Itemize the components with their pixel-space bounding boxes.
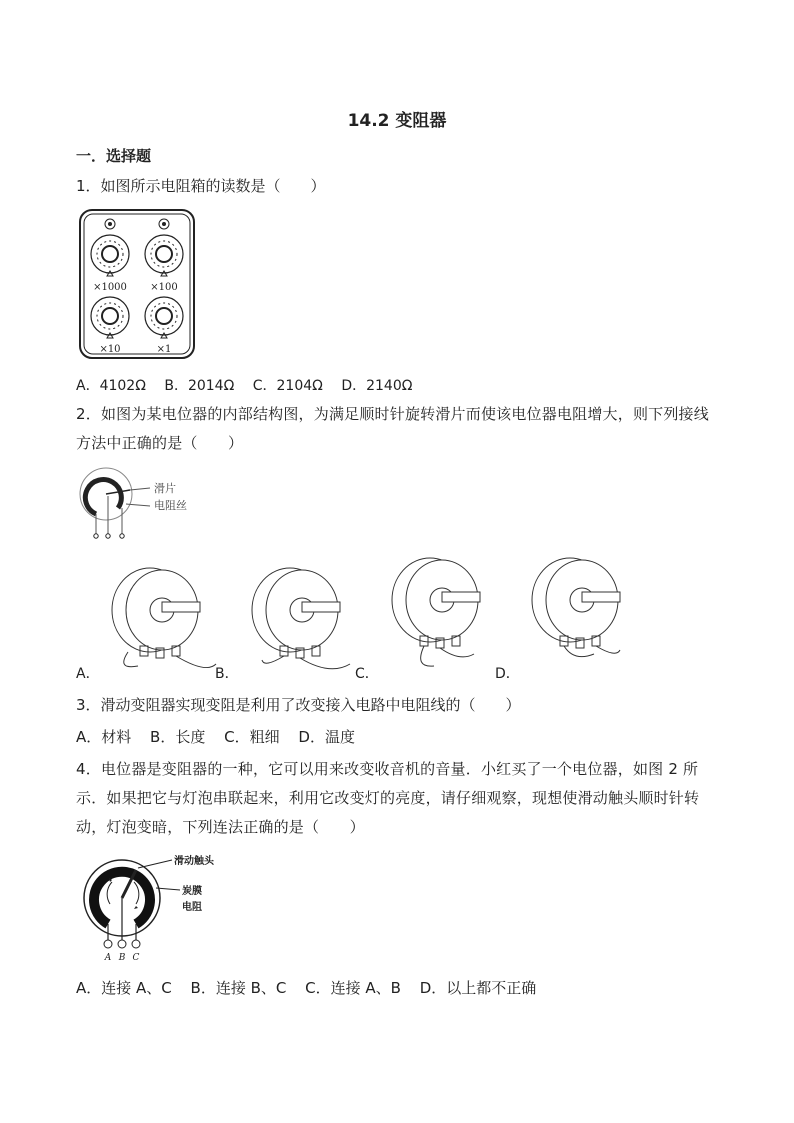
q4-option-d[interactable]: D．以上都不正确 <box>419 979 537 997</box>
dial-thousands <box>91 235 129 276</box>
q2-option-c[interactable]: C． <box>355 666 379 682</box>
option-b[interactable]: B．2014Ω <box>164 378 235 394</box>
terminal-c-label: C <box>132 953 140 963</box>
option-c[interactable]: C．2104Ω <box>252 378 323 394</box>
question-1-stem: 1．如图所示电阻箱的读数是（ ） <box>76 177 326 195</box>
q2-option-d[interactable]: D． <box>495 666 520 682</box>
potentiometer-structure-figure <box>78 466 198 542</box>
q4-option-b[interactable]: B．连接 B、C <box>190 979 287 997</box>
q3-option-a[interactable]: A．材料 <box>76 728 132 746</box>
page-title: 14.2 变阻器 <box>347 111 447 131</box>
slider-label: 滑片 <box>154 482 176 495</box>
question-3-options <box>76 726 369 747</box>
question-3-stem: 3．滑动变阻器实现变阻是利用了改变接入电路中电阻线的（ ） <box>76 696 521 714</box>
option-d[interactable]: D．2140Ω <box>341 378 413 394</box>
q3-option-b[interactable]: B．长度 <box>150 728 206 746</box>
dial-label-ones: ×1 <box>156 344 172 355</box>
terminal-b-label: B <box>118 953 126 963</box>
section-heading: 一．选择题 <box>76 147 152 165</box>
dial-label-hundreds: ×100 <box>150 282 178 293</box>
question-2-stem: 2．如图为某电位器的内部结构图，为满足顺时针旋转滑片而使该电位器电阻增大，则下列接线方法中正确的是（ ） <box>76 405 709 452</box>
film-label: 炭膜 <box>182 886 202 897</box>
pot-option-a <box>112 568 216 668</box>
q4-option-a[interactable]: A．连接 A、C <box>76 979 172 997</box>
dial-tens <box>91 297 129 338</box>
dial-ones <box>145 297 183 338</box>
resistor-label: 电阻 <box>182 902 202 913</box>
dial-label-tens: ×10 <box>99 344 121 355</box>
q4-option-c[interactable]: C．连接 A、B <box>305 979 401 997</box>
q3-option-d[interactable]: D．温度 <box>298 728 355 746</box>
q2-option-a[interactable]: A． <box>76 666 100 682</box>
dial-hundreds <box>145 235 183 276</box>
question-1-options <box>76 375 426 395</box>
q2-option-b[interactable]: B． <box>215 666 239 682</box>
pot-option-c <box>392 558 480 666</box>
option-a[interactable]: A．4102Ω <box>76 378 146 394</box>
question-4-options <box>76 977 550 998</box>
potentiometer-options-figure <box>100 552 640 670</box>
wire-label: 电阻丝 <box>154 499 187 512</box>
pot-option-d <box>532 558 620 657</box>
pot-option-b <box>252 568 350 669</box>
q3-option-c[interactable]: C．粗细 <box>224 728 280 746</box>
resistance-box-figure <box>78 208 196 360</box>
contact-label: 滑动触头 <box>174 856 214 867</box>
terminal-a-label: A <box>104 953 112 963</box>
potentiometer-figure-2 <box>78 852 228 966</box>
dial-label-thousands: ×1000 <box>93 282 127 293</box>
question-4-stem: 4．电位器是变阻器的一种，它可以用来改变收音机的音量．小红买了一个电位器，如图 2 所示．如果把它与灯泡串联起来，利用它改变灯的亮度，请仔细观察，现想使滑动触头顺时针转动，灯泡变暗，下列连法正确的是（ ） <box>76 760 700 836</box>
